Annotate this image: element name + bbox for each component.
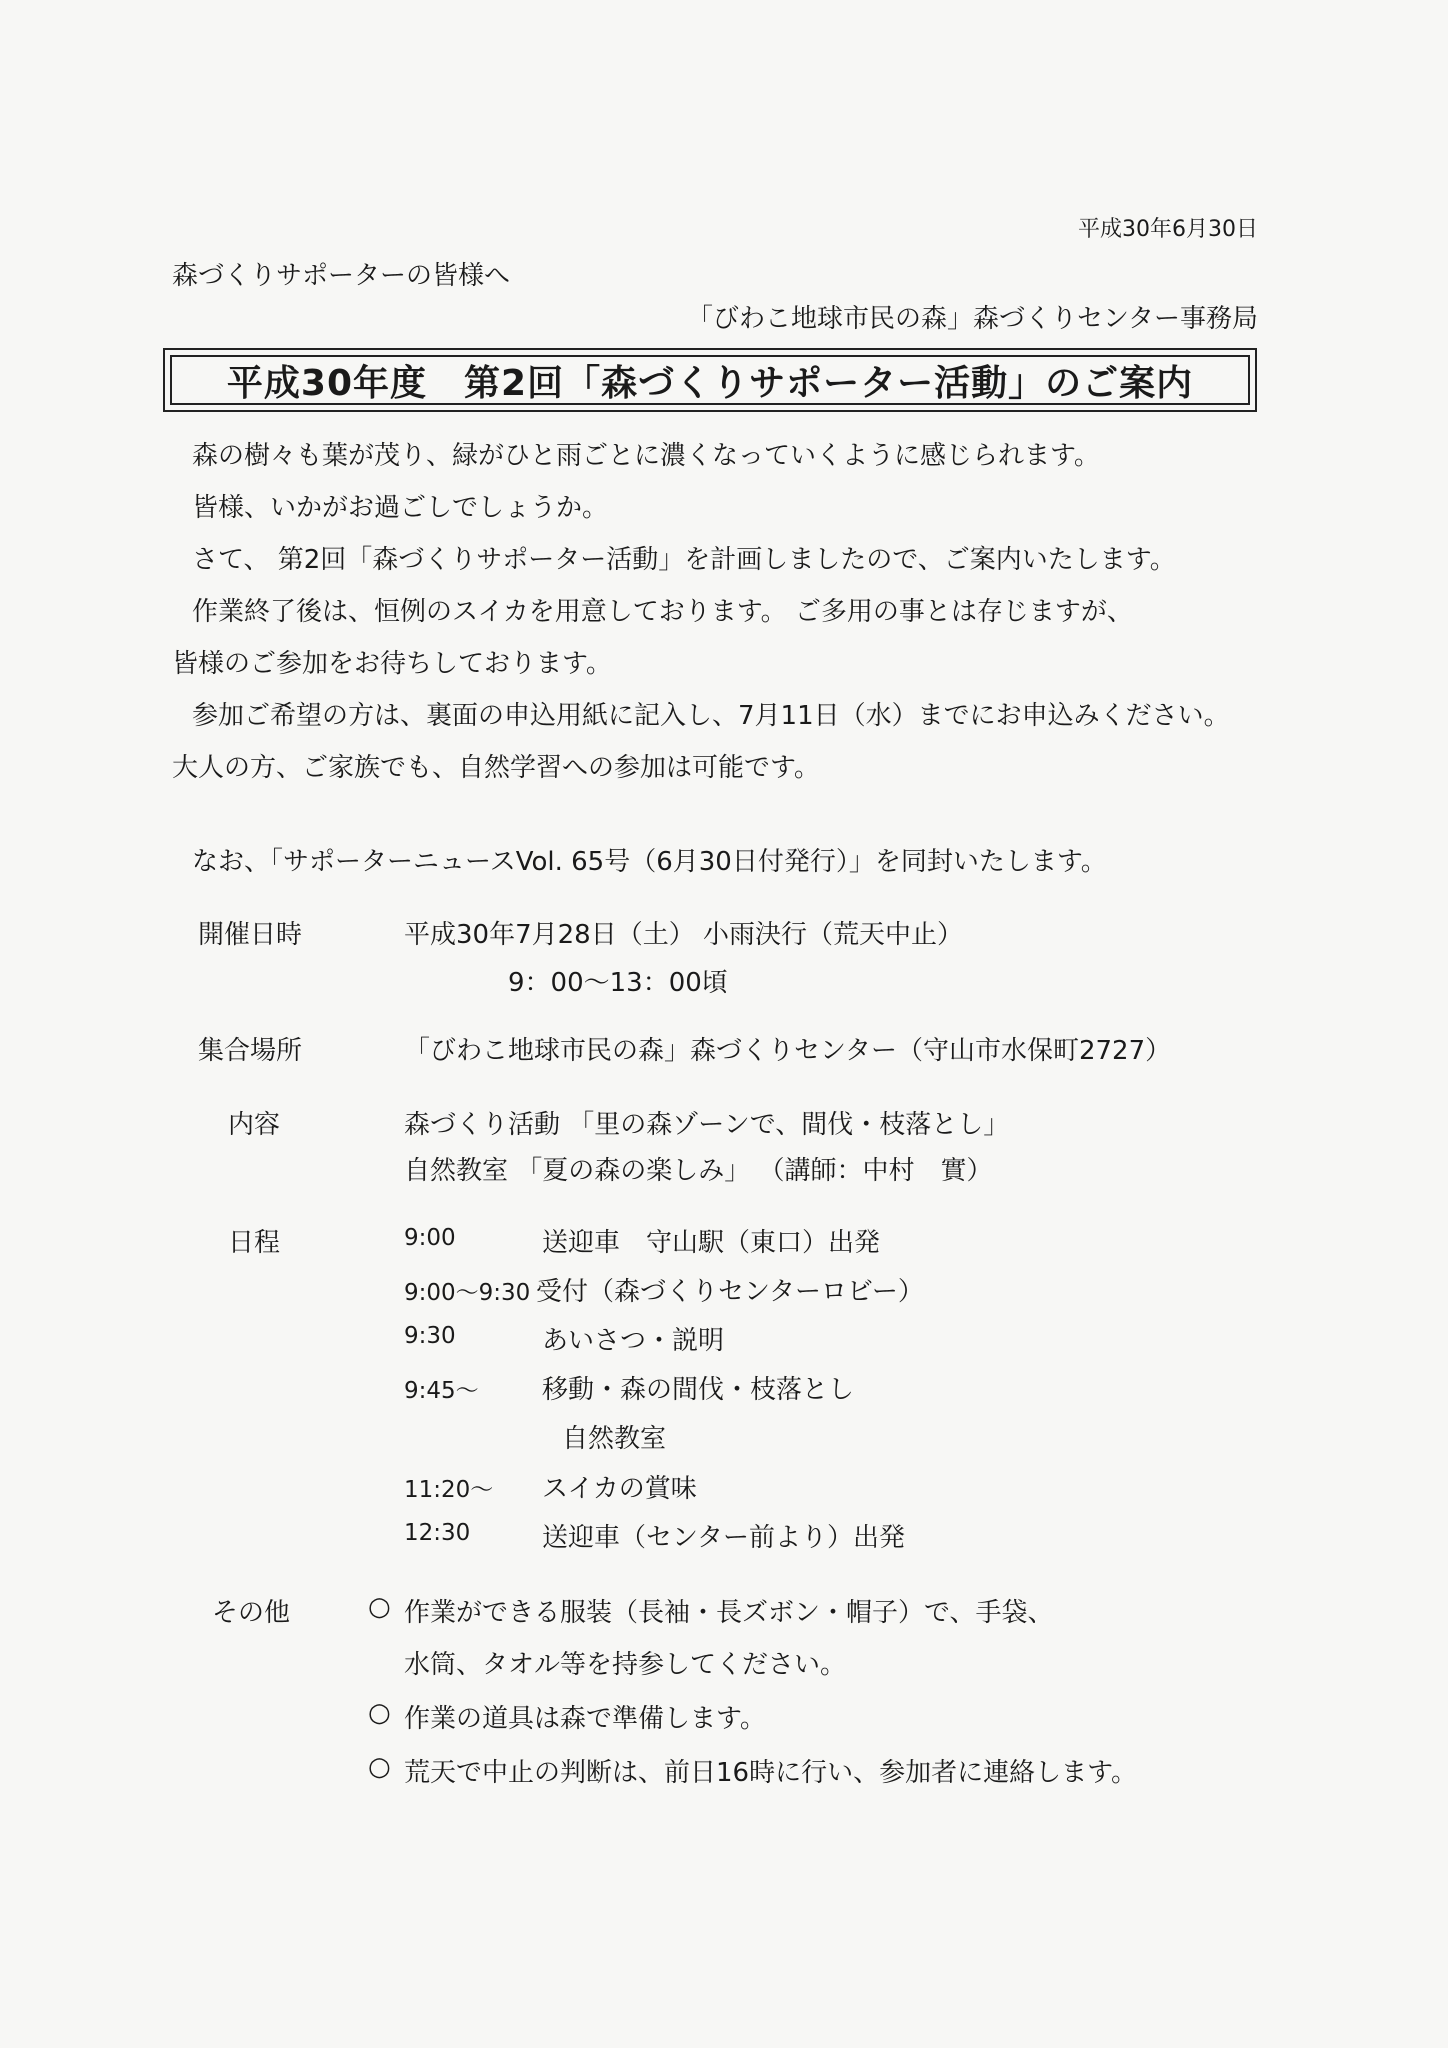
body-paragraph: 皆様のご参加をお待ちしております。 (172, 649, 612, 679)
other-item: 水筒、タオル等を持参してください。 (404, 1650, 847, 1680)
schedule-time: 9:30 (404, 1323, 456, 1349)
schedule-desc: 移動・森の間伐・枝落とし (542, 1375, 855, 1405)
body-paragraph: 大人の方、ご家族でも、自然学習への参加は可能です。 (172, 753, 820, 783)
body-paragraph: さて、 第2回「森づくりサポーター活動」を計画しましたので、ご案内いたします。 (192, 545, 1176, 575)
body-paragraph: 作業終了後は、恒例のスイカを用意しております。 ご多用の事とは存じますが、 (192, 597, 1133, 627)
document-title: 平成30年度 第2回「森づくりサポーター活動」のご案内 (226, 362, 1194, 404)
schedule-desc: 自然教室 (562, 1424, 667, 1454)
other-item: 荒天で中止の判断は、前日16時に行い、参加者に連絡します。 (404, 1758, 1138, 1788)
place-value: 「びわこ地球市民の森」森づくりセンター（守山市水保町2727） (404, 1036, 1172, 1066)
content-item: 自然教室 「夏の森の楽しみ」 （講師：中村 實） (404, 1156, 993, 1186)
body-paragraph: 参加ご希望の方は、裏面の申込用紙に記入し、7月11日（水）までにお申込みください。 (192, 701, 1230, 731)
body-paragraph: 皆様、いかがお過ごしでしょうか。 (192, 493, 609, 523)
body-paragraph: なお、「サポーターニュースVol. 65号（6月30日付発行）」を同封いたします。 (192, 847, 1107, 877)
bullet-circle-icon: ○ (368, 1698, 391, 1728)
bullet-circle-icon: ○ (368, 1592, 391, 1622)
addressee: 森づくりサポーターの皆様へ (172, 261, 511, 291)
schedule-label: 日程 (228, 1228, 281, 1258)
bullet-circle-icon: ○ (368, 1752, 391, 1782)
document-date: 平成30年6月30日 (1078, 217, 1258, 242)
schedule-time: 9:00～9:30 (404, 1280, 531, 1306)
date-value: 平成30年7月28日（土） 小雨決行（荒天中止） (404, 920, 963, 950)
schedule-time: 12:30 (404, 1520, 471, 1546)
schedule-desc: あいさつ・説明 (542, 1326, 725, 1356)
other-item: 作業ができる服装（長袖・長ズボン・帽子）で、手袋、 (404, 1598, 1054, 1628)
sender: 「びわこ地球市民の森」森づくりセンター事務局 (687, 304, 1258, 334)
title-box (163, 348, 1257, 412)
body-paragraph: 森の樹々も葉が茂り、緑がひと雨ごとに濃くなっていくように感じられます。 (192, 441, 1100, 471)
schedule-desc: 送迎車 守山駅（東口）出発 (542, 1228, 881, 1258)
schedule-time: 11:20～ (404, 1477, 494, 1503)
other-label: その他 (212, 1598, 291, 1628)
schedule-desc: 受付（森づくりセンターロビー） (536, 1277, 924, 1307)
schedule-desc: スイカの賞味 (542, 1474, 697, 1504)
content-label: 内容 (228, 1110, 281, 1140)
date-label: 開催日時 (198, 920, 303, 950)
time-value: 9：00～13：00頃 (508, 968, 728, 998)
schedule-desc: 送迎車（センター前より）出発 (542, 1523, 905, 1553)
schedule-time: 9:00 (404, 1225, 456, 1251)
place-label: 集合場所 (198, 1036, 303, 1066)
content-item: 森づくり活動 「里の森ゾーンで、間伐・枝落とし」 (404, 1110, 1010, 1140)
schedule-time: 9:45～ (404, 1378, 479, 1404)
other-item: 作業の道具は森で準備します。 (404, 1704, 766, 1734)
